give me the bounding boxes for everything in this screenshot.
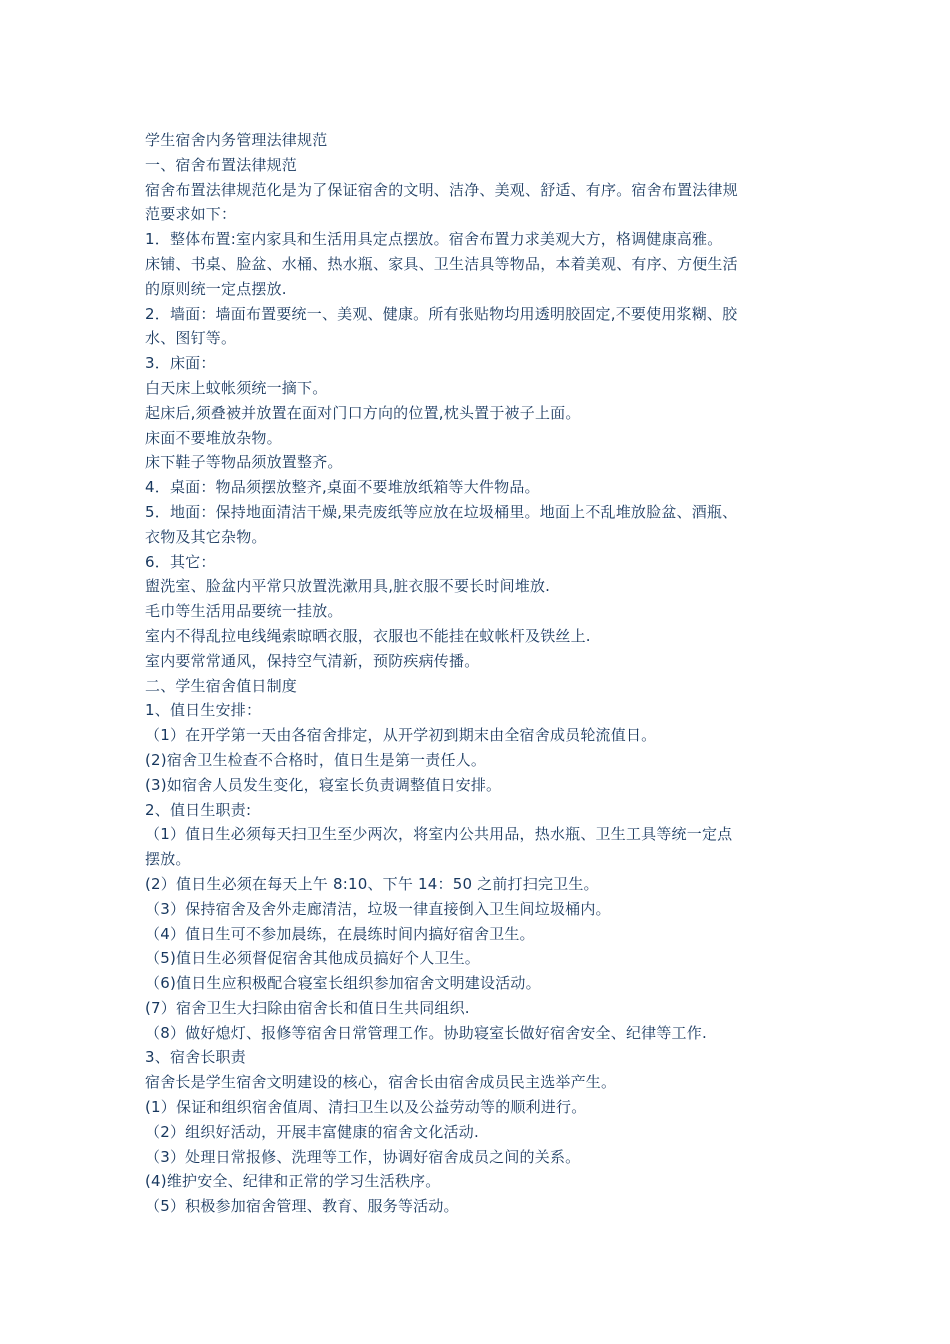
paragraph-line: (1）保证和组织宿舍值周、清扫卫生以及公益劳动等的顺利进行。 — [145, 1098, 587, 1117]
paragraph-line: 水、图钉等。 — [145, 329, 237, 348]
paragraph-line: (2)宿舍卫生检查不合格时，值日生是第一责任人。 — [145, 750, 487, 769]
paragraph-line: （2）组织好活动，开展丰富健康的宿舍文化活动. — [145, 1122, 479, 1141]
paragraph-line: 3．床面： — [145, 354, 216, 373]
document-body — [145, 128, 805, 1219]
document-title: 学生宿舍内务管理法律规范 — [145, 131, 328, 149]
paragraph-line: （3）保持宿舍及舍外走廊清洁，垃圾一律直接倒入卫生间垃圾桶内。 — [145, 899, 611, 918]
paragraph-line: 宿舍长是学生宿舍文明建设的核心，宿舍长由宿舍成员民主选举产生。 — [145, 1073, 617, 1092]
paragraph-line: （1）值日生必须每天扫卫生至少两次，将室内公共用品，热水瓶、卫生工具等统一定点 — [145, 825, 733, 844]
paragraph-line: 6．其它： — [145, 552, 216, 571]
paragraph-line: (2）值日生必须在每天上午 8:10、下午 14：50 之前打扫完卫生。 — [145, 874, 599, 893]
paragraph-line: （1）在开学第一天由各宿舍排定，从开学初到期末由全宿舍成员轮流值日。 — [145, 726, 657, 745]
paragraph-line: 1、值日生安排： — [145, 701, 262, 720]
paragraph-line: （5)值日生必须督促宿舍其他成员搞好个人卫生。 — [145, 949, 480, 968]
paragraph-line: 室内不得乱拉电线绳索晾晒衣服，衣服也不能挂在蚊帐杆及铁丝上. — [145, 626, 591, 645]
paragraph-line: 2．墙面：墙面布置要统一、美观、健康。所有张贴物均用透明胶固定,不要使用浆糊、胶 — [145, 304, 738, 323]
paragraph-line: (3)如宿舍人员发生变化，寝室长负责调整值日安排。 — [145, 775, 502, 794]
paragraph-line: 范要求如下： — [145, 205, 237, 224]
paragraph-line: 室内要常常通风，保持空气清新，预防疾病传播。 — [145, 651, 480, 670]
paragraph-line: 3、宿舍长职责 — [145, 1048, 246, 1067]
paragraph-line: 床下鞋子等物品须放置整齐。 — [145, 453, 343, 472]
paragraph-line: (7）宿舍卫生大扫除由宿舍长和值日生共同组织. — [145, 998, 470, 1017]
paragraph-line: （6)值日生应积极配合寝室长组织参加宿舍文明建设活动。 — [145, 974, 541, 993]
paragraph-line: 床铺、书桌、脸盆、水桶、热水瓶、家具、卫生洁具等物品，本着美观、有序、方便生活 — [145, 254, 738, 273]
paragraph-line: 盥洗室、脸盆内平常只放置洗漱用具,脏衣服不要长时间堆放. — [145, 577, 551, 596]
paragraph-line: 宿舍布置法律规范化是为了保证宿舍的文明、洁净、美观、舒适、有序。宿舍布置法律规 — [145, 180, 738, 199]
paragraph-line: 1．整体布置:室内家具和生活用具定点摆放。宿舍布置力求美观大方，格调健康高雅。 — [145, 230, 723, 249]
paragraph-line: （3）处理日常报修、洗理等工作，协调好宿舍成员之间的关系。 — [145, 1147, 581, 1166]
paragraph-line: 白天床上蚊帐须统一摘下。 — [145, 378, 328, 397]
section-heading: 二、学生宿舍值日制度 — [145, 676, 298, 695]
paragraph-line: 起床后,须叠被并放置在面对门口方向的位置,枕头置于被子上面。 — [145, 403, 581, 422]
paragraph-line: （4）值日生可不参加晨练，在晨练时间内搞好宿舍卫生。 — [145, 924, 535, 943]
paragraph-line: 4．桌面：物品须摆放整齐,桌面不要堆放纸箱等大件物品。 — [145, 478, 540, 497]
section-heading: 一、宿舍布置法律规范 — [145, 155, 298, 174]
paragraph-line: 5．地面：保持地面清洁干燥,果壳废纸等应放在垃圾桶里。地面上不乱堆放脸盆、酒瓶、 — [145, 502, 738, 521]
paragraph-line: （5）积极参加宿舍管理、教育、服务等活动。 — [145, 1197, 459, 1216]
paragraph-line: (4)维护安全、纪律和正常的学习生活秩序。 — [145, 1172, 441, 1191]
paragraph-line: 摆放。 — [145, 850, 191, 869]
paragraph-line: 的原则统一定点摆放. — [145, 279, 287, 298]
paragraph-line: 2、值日生职责: — [145, 800, 252, 819]
paragraph-line: 衣物及其它杂物。 — [145, 527, 267, 546]
paragraph-line: 床面不要堆放杂物。 — [145, 428, 282, 447]
paragraph-line: 毛巾等生活用品要统一挂放。 — [145, 602, 343, 621]
paragraph-line: （8）做好熄灯、报修等宿舍日常管理工作。协助寝室长做好宿舍安全、纪律等工作. — [145, 1023, 707, 1042]
